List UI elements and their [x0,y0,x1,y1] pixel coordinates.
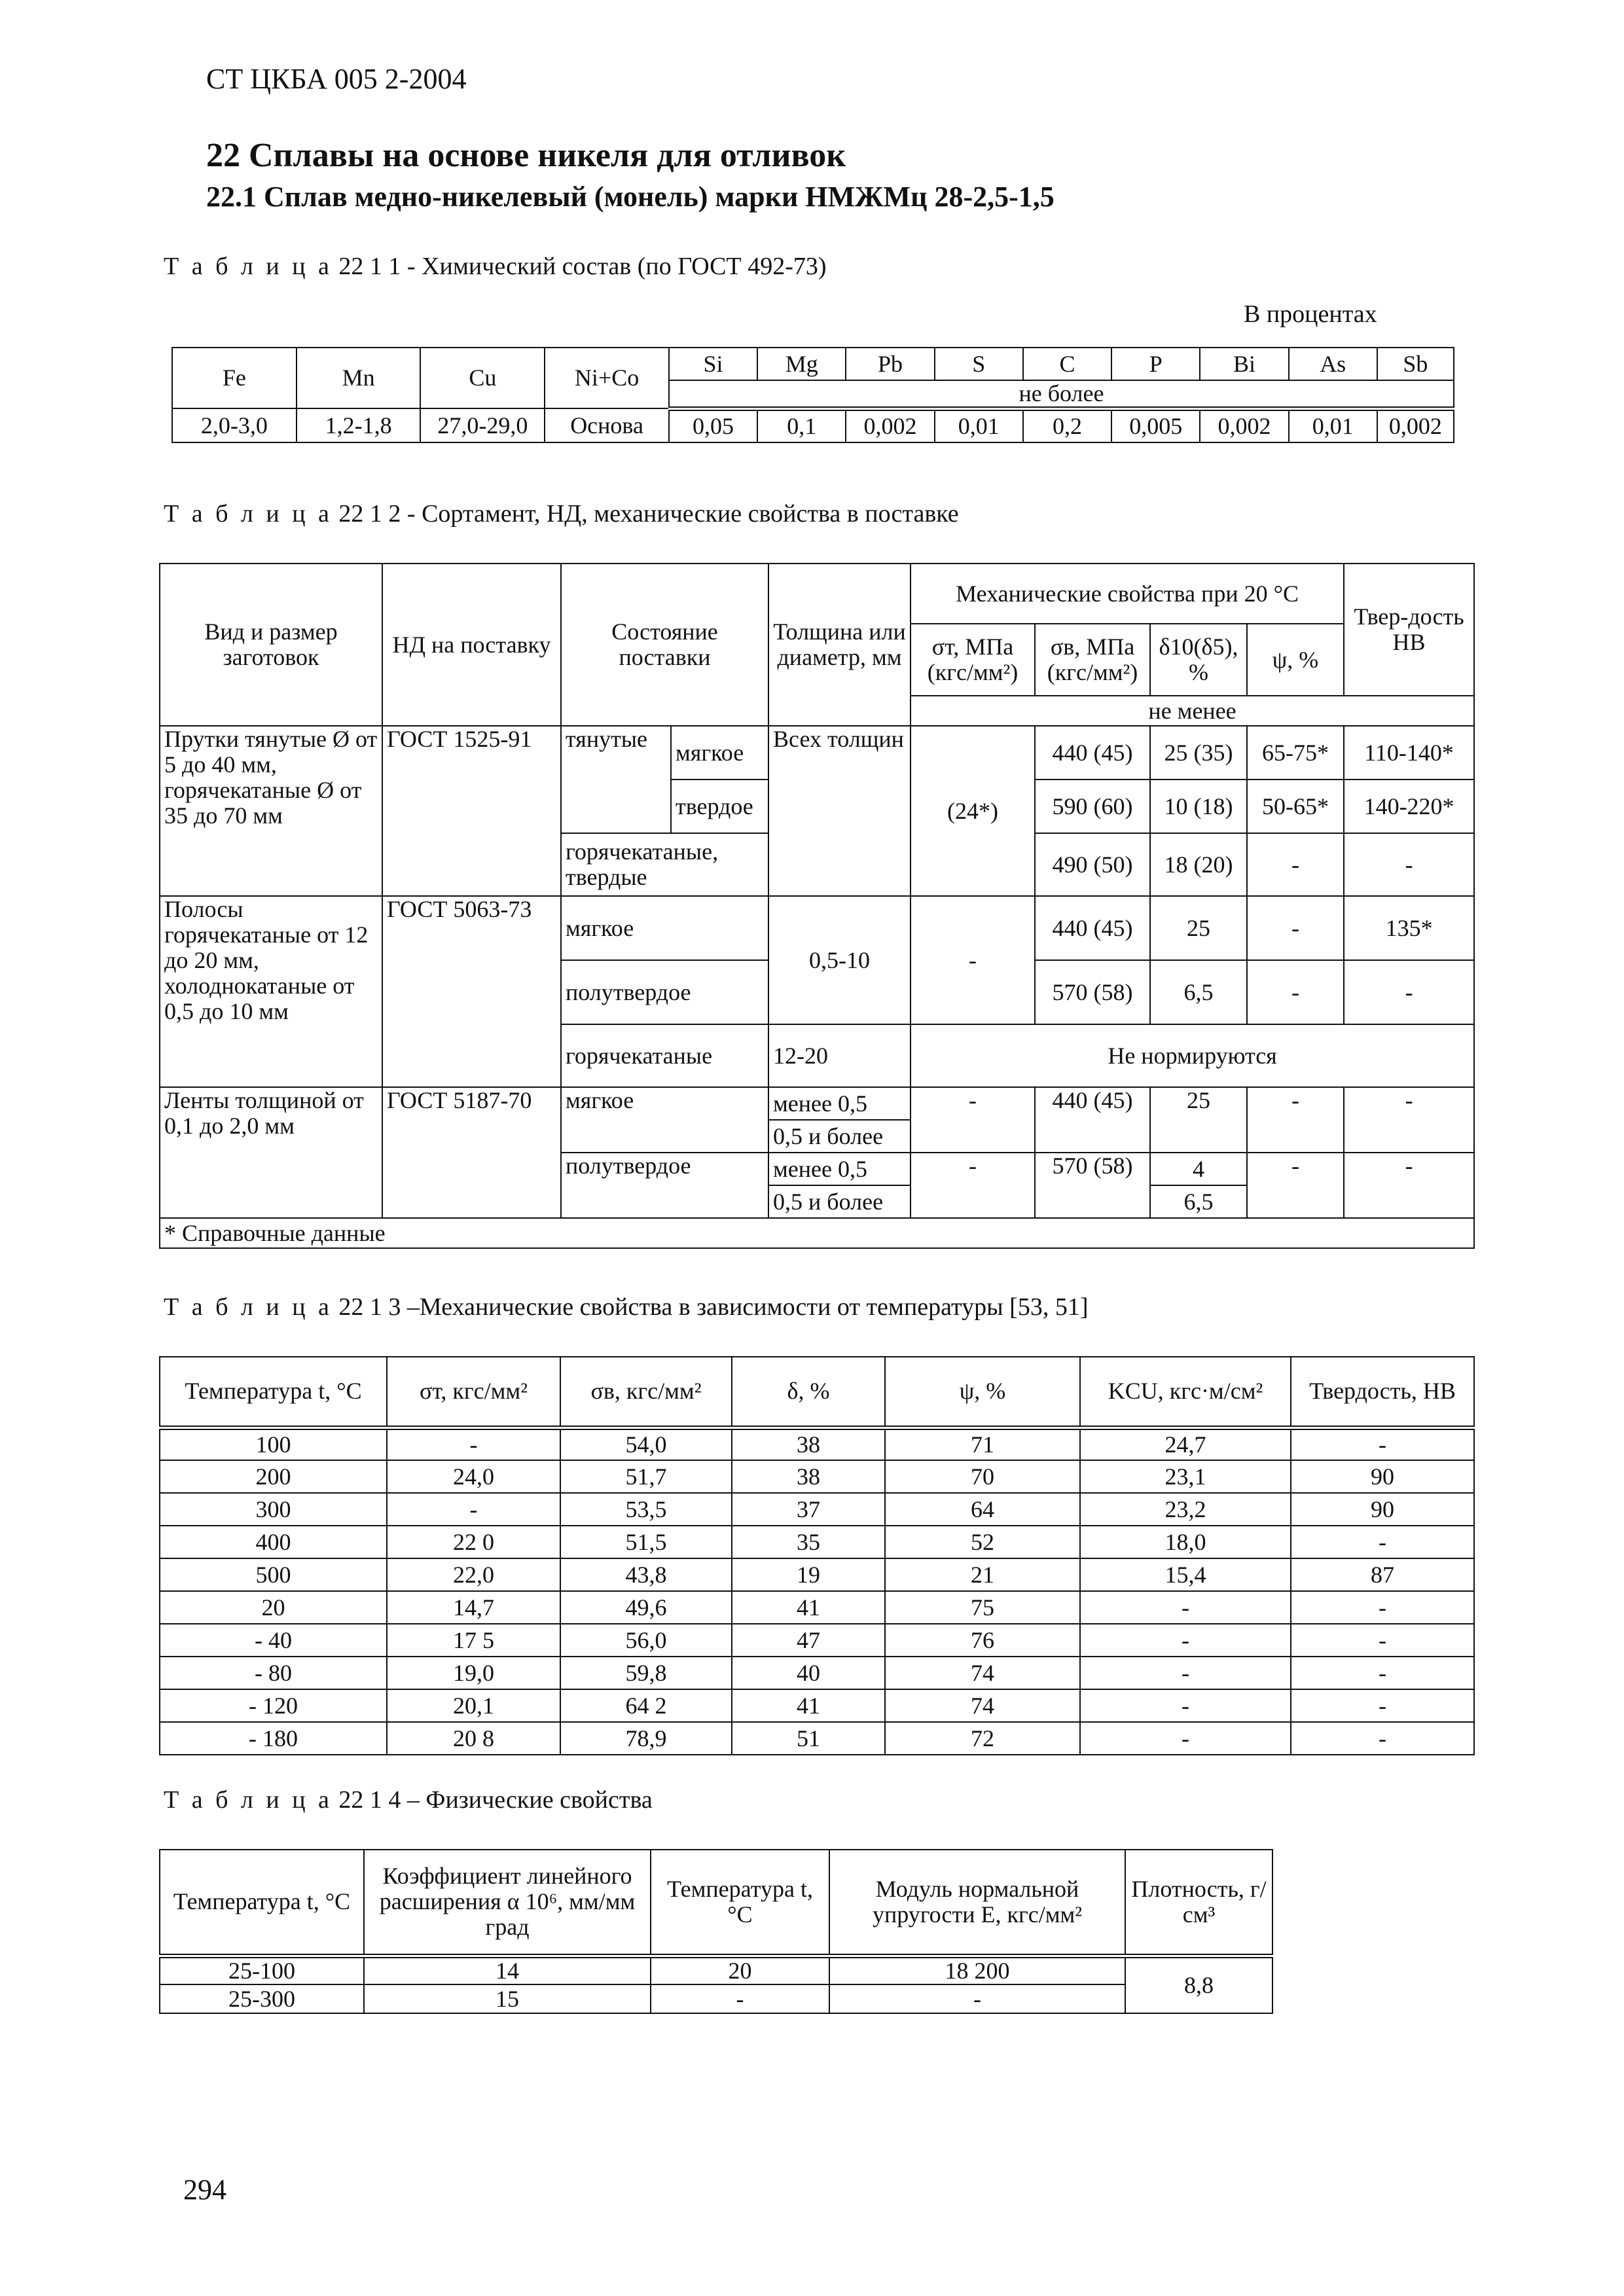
header-cell: σт, кгс/мм² [387,1357,560,1427]
header-cell: Fe [172,348,297,408]
table-cell: 47 [732,1624,885,1657]
table-cell: 15 [364,1984,651,2013]
table-cell: - 80 [160,1657,387,1689]
table-cell: 400 [160,1526,387,1558]
header-cell: P [1111,348,1200,380]
nd-cell: ГОСТ 5187-70 [382,1087,561,1218]
table-row [172,408,1454,442]
table-cell: 110-140* [1344,726,1474,780]
table-cell: - [1080,1722,1291,1755]
table-cell: 20,1 [387,1689,560,1722]
table-cell: 440 (45) [1035,1087,1150,1153]
table-cell: 35 [732,1526,885,1558]
header-delta: δ10(δ5), % [1150,624,1247,696]
table-cell: - [1344,833,1474,896]
table-row [160,1624,1474,1657]
table-row [160,1722,1474,1755]
table-cell: 17 5 [387,1624,560,1657]
table-cell: 140-220* [1344,780,1474,833]
table-cell: 14,7 [387,1591,560,1624]
table-row [160,1526,1474,1558]
header-cell: Твердость, НВ [1291,1357,1474,1427]
header-sigma-t: σт, МПа (кгс/мм²) [911,624,1035,696]
state-cell: полутвердое [561,960,768,1024]
table-cell: 0,05 [669,408,757,442]
table-cell: 0,002 [1200,408,1288,442]
thickness-cell: 12-20 [768,1024,911,1087]
table-cell: - 180 [160,1722,387,1755]
table-caption-1 [164,252,827,281]
table-row [160,1591,1474,1624]
table-cell: 22,0 [387,1558,560,1591]
table-cell: 200 [160,1460,387,1493]
table-cell: 18 (20) [1150,833,1247,896]
header-cell: Ni+Co [545,348,669,408]
header-cell: σв, кгс/мм² [560,1357,732,1427]
table-cell: 38 [732,1460,885,1493]
table-cell: 70 [885,1460,1080,1493]
table-cell: 27,0-29,0 [420,408,545,442]
header-cell: S [935,348,1023,380]
product-tapes: Ленты толщиной от 0,1 до 2,0 мм [160,1087,382,1218]
table-cell: 53,5 [560,1493,732,1526]
table-number: 22 1 3 [338,1293,401,1321]
table-row [160,1956,1272,1984]
table-cell: - [651,1984,829,2013]
table-row [160,896,1474,960]
table-label: Т а б л и ц а [164,1293,333,1321]
table-cell: - [1247,896,1344,960]
table-cell: - [829,1984,1125,2013]
table-row [160,1493,1474,1526]
table-row [160,1427,1474,1460]
table-cell: - [1291,1689,1474,1722]
header-state: Состояние поставки [561,564,768,726]
table-cell: 90 [1291,1493,1474,1526]
state-cell: тянутые [561,726,671,833]
state-cell: полутвердое [561,1153,768,1218]
nd-cell: ГОСТ 5063-73 [382,896,561,1087]
table-cell: - [1080,1689,1291,1722]
header-cell: Плотность, г/см³ [1125,1850,1272,1956]
footnote: * Справочные данные [160,1218,1474,1248]
table-cell: 20 [160,1591,387,1624]
table-cell: 0,1 [757,408,846,442]
header-nd: НД на поставку [382,564,561,726]
table-cell: 18,0 [1080,1526,1291,1558]
table-cell: 25 [1150,896,1247,960]
table-cell: 90 [1291,1460,1474,1493]
header-cell: Bi [1200,348,1288,380]
table-cell: 25 (35) [1150,726,1247,780]
table-cell: 23,1 [1080,1460,1291,1493]
table-cell: 74 [885,1657,1080,1689]
header-cell: Mg [757,348,846,380]
table-cell: 25-300 [160,1984,364,2013]
table-cell: 0,002 [846,408,934,442]
table-cell: 56,0 [560,1624,732,1657]
header-thickness: Толщина или диаметр, мм [768,564,911,726]
section-title: 22 Сплавы на основе никеля для отливок [206,137,846,174]
header-min-note: не менее [911,696,1474,726]
table-cell: - [387,1493,560,1526]
assortment-table [159,563,1475,1249]
table-cell: - [1291,1591,1474,1624]
table-cell: 6,5 [1150,1185,1247,1218]
table-cell: 78,9 [560,1722,732,1755]
table-cell: 49,6 [560,1591,732,1624]
table-cell: - [1344,1087,1474,1153]
table-header-row [160,1357,1474,1427]
header-cell: C [1023,348,1111,380]
table-cell: 0,002 [1377,408,1454,442]
units-note: В процентах [1244,300,1377,328]
table-cell: - [911,1087,1035,1153]
table-cell: 43,8 [560,1558,732,1591]
table-cell: 87 [1291,1558,1474,1591]
thickness-cell: 0,5 и более [768,1120,911,1153]
table-cell: - 120 [160,1689,387,1722]
header-cell: ψ, % [885,1357,1080,1427]
table-row [160,1689,1474,1722]
table-cell: 440 (45) [1035,896,1150,960]
table-cell: 65-75* [1247,726,1344,780]
nd-cell: ГОСТ 1525-91 [382,726,561,896]
table-cell: 15,4 [1080,1558,1291,1591]
subsection-title: 22.1 Сплав медно-никелевый (монель) марки НМЖМц 28-2,5-1,5 [206,181,1055,213]
table-cell: 51,7 [560,1460,732,1493]
table-cell: 100 [160,1427,387,1460]
not-normalized-cell: Не нормируются [911,1024,1474,1087]
table-cell: 41 [732,1689,885,1722]
table-cell: 2,0-3,0 [172,408,297,442]
thickness-cell: менее 0,5 [768,1087,911,1120]
table-cell: 135* [1344,896,1474,960]
temperature-properties-table [159,1356,1475,1755]
thickness-cell: менее 0,5 [768,1153,911,1185]
table-cell: - [1247,833,1344,896]
table-cell: 440 (45) [1035,726,1150,780]
header-cell: Cu [420,348,545,408]
physical-properties-table [159,1849,1273,2014]
table-cell: 25 [1150,1087,1247,1153]
table-cell: 37 [732,1493,885,1526]
table-cell: 38 [732,1427,885,1460]
table-cell: 570 (58) [1035,960,1150,1024]
table-cell: 24,0 [387,1460,560,1493]
header-cell: Температура t, °С [160,1850,364,1956]
table-cell: 6,5 [1150,960,1247,1024]
table-cell: - [1291,1722,1474,1755]
table-cell: - [1247,1153,1344,1218]
state-cell: твердое [671,780,768,833]
table-cell: - [1291,1657,1474,1689]
header-cell: As [1289,348,1377,380]
table-cell: - 40 [160,1624,387,1657]
table-header-row [160,1850,1272,1956]
table-cell: - [387,1427,560,1460]
table-cell: 0,01 [1289,408,1377,442]
header-cell: Температура t, °С [160,1357,387,1427]
header-cell: KCU, кгс·м/см² [1080,1357,1291,1427]
table-cell: - [1080,1657,1291,1689]
table-cell: 14 [364,1956,651,1984]
page-number: 294 [183,2174,226,2206]
table-number: 22 1 2 [338,500,401,528]
header-cell: Коэффициент линейного расширения α 10⁶, мм/мм град [364,1850,651,1956]
state-cell: мягкое [671,726,768,780]
state-cell: горячекатаные, твердые [561,833,768,896]
table-cell: 22 0 [387,1526,560,1558]
chemical-composition-table [171,347,1454,443]
table-cell: - [1247,960,1344,1024]
header-vid: Вид и размер заготовок [160,564,382,726]
table-cell: 10 (18) [1150,780,1247,833]
table-cell: - [1080,1624,1291,1657]
table-cell: 52 [885,1526,1080,1558]
table-cell: 41 [732,1591,885,1624]
document-code: СТ ЦКБА 005 2-2004 [206,63,467,95]
table-title: – Физические свойства [406,1786,653,1814]
table-cell: 64 2 [560,1689,732,1722]
table-cell: 24,7 [1080,1427,1291,1460]
table-cell: 25-100 [160,1956,364,1984]
table-cell: 76 [885,1624,1080,1657]
table-title: –Механические свойства в зависимости от температуры [53, 51] [406,1293,1089,1321]
table-row [160,726,1474,780]
table-cell: 59,8 [560,1657,732,1689]
table-cell: 300 [160,1493,387,1526]
table-cell: 0,2 [1023,408,1111,442]
state-cell: мягкое [561,1087,768,1153]
table-cell: - [1080,1591,1291,1624]
header-cell: Sb [1377,348,1454,380]
table-cell: - [1291,1427,1474,1460]
table-cell: - [911,1153,1035,1218]
state-cell: мягкое [561,896,768,960]
table-header-row [172,348,1454,380]
table-cell: - [1344,1153,1474,1218]
table-cell: 72 [885,1722,1080,1755]
table-cell: 54,0 [560,1427,732,1460]
table-number: 22 1 4 [338,1786,401,1814]
thickness-cell: 0,5 и более [768,1185,911,1218]
table-label: Т а б л и ц а [164,500,333,528]
table-cell: 18 200 [829,1956,1125,1984]
table-cell: 71 [885,1427,1080,1460]
header-sigma-v: σв, МПа (кгс/мм²) [1035,624,1150,696]
header-cell: δ, % [732,1357,885,1427]
table-cell: 1,2-1,8 [297,408,421,442]
table-cell: 0,005 [1111,408,1200,442]
table-row [160,1460,1474,1493]
header-psi: ψ, % [1247,624,1344,696]
table-cell: 20 8 [387,1722,560,1755]
header-mechanical: Механические свойства при 20 °С [911,564,1344,624]
table-cell: 0,01 [935,408,1023,442]
table-cell: - [1291,1526,1474,1558]
product-strips: Полосы горячекатаные от 12 до 20 мм, холоднокатаные от 0,5 до 10 мм [160,896,382,1087]
table-number: 22 1 1 [338,253,401,280]
table-title: - Сортамент, НД, механические свойства в поставке [406,500,959,528]
limit-note: не более [669,380,1454,408]
table-caption-2 [164,499,959,528]
table-cell: 19 [732,1558,885,1591]
sigma-t-cell: - [911,896,1035,1024]
table-caption-4 [164,1785,653,1814]
table-cell: 74 [885,1689,1080,1722]
header-cell: Si [669,348,757,380]
header-cell: Температура t, °С [651,1850,829,1956]
table-cell: - [1247,1087,1344,1153]
table-cell: 64 [885,1493,1080,1526]
table-row [160,1657,1474,1689]
header-hardness: Твер-дость НВ [1344,564,1474,696]
table-cell: 4 [1150,1153,1247,1185]
table-row [160,1558,1474,1591]
table-cell: 500 [160,1558,387,1591]
table-cell: - [1291,1624,1474,1657]
table-row [160,1984,1272,2013]
state-cell: горячекатаные [561,1024,768,1087]
header-cell: Pb [846,348,934,380]
table-row [160,1087,1474,1120]
table-cell: 23,2 [1080,1493,1291,1526]
density-cell: 8,8 [1125,1956,1272,2013]
table-cell: Основа [545,408,669,442]
table-label: Т а б л и ц а [164,253,333,280]
table-cell: 21 [885,1558,1080,1591]
table-cell: - [1344,960,1474,1024]
table-cell: 50-65* [1247,780,1344,833]
table-cell: 590 (60) [1035,780,1150,833]
thickness-cell: Всех толщин [768,726,911,896]
table-cell: 75 [885,1591,1080,1624]
header-cell: Mn [297,348,421,408]
header-cell: Модуль нормальной упругости Е, кгс/мм² [829,1850,1125,1956]
table-cell: 19,0 [387,1657,560,1689]
table-cell: 490 (50) [1035,833,1150,896]
thickness-cell: 0,5-10 [768,896,911,1024]
product-bars: Прутки тянутые Ø от 5 до 40 мм, горячекатаные Ø от 35 до 70 мм [160,726,382,896]
table-cell: 51 [732,1722,885,1755]
table-caption-3 [164,1293,1089,1321]
table-label: Т а б л и ц а [164,1786,333,1814]
table-cell: 570 (58) [1035,1153,1150,1218]
table-title: - Химический состав (по ГОСТ 492-73) [406,253,827,280]
table-cell: 40 [732,1657,885,1689]
sigma-t-cell: (24*) [911,726,1035,896]
table-cell: 51,5 [560,1526,732,1558]
table-cell: 20 [651,1956,829,1984]
